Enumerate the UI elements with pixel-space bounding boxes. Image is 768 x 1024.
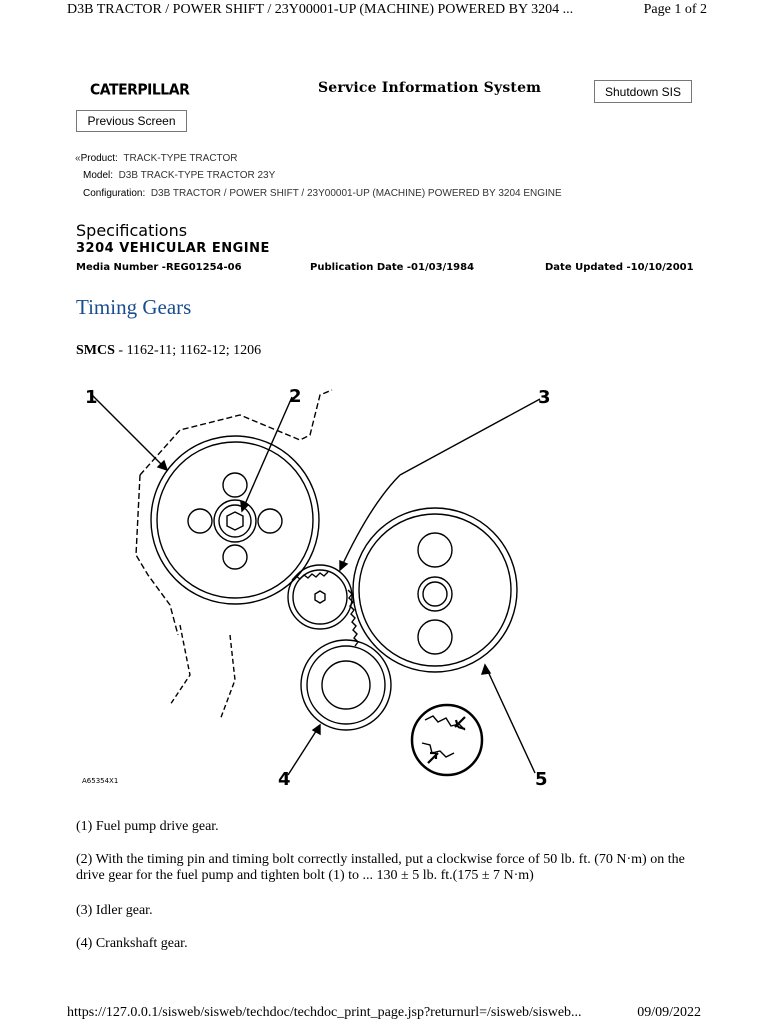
config-value: D3B TRACTOR / POWER SHIFT / 23Y00001-UP (MACHINE) POWERED BY 3204 ENGINE: [150, 188, 562, 199]
meta-model: [83, 170, 275, 181]
print-header-title: D3B TRACTOR / POWER SHIFT / 23Y00001-UP (MACHINE) POWERED BY 3204 ...: [67, 2, 574, 17]
media-number: Media Number -REG01254-06: [76, 262, 242, 273]
smcs-value: - 1162-11; 1162-12; 1206: [114, 343, 262, 358]
page-title: Timing Gears: [76, 295, 192, 319]
callout-1: 1: [85, 387, 98, 408]
spec-engine: 3204 VEHICULAR ENGINE: [76, 241, 270, 256]
smcs-label: SMCS: [76, 343, 115, 358]
previous-screen-button[interactable]: Previous Screen: [76, 110, 187, 132]
print-footer-date: 09/09/2022: [637, 1005, 701, 1020]
system-title: Service Information System: [318, 80, 542, 96]
callout-5: 5: [535, 769, 548, 790]
timing-gears-diagram: [70, 375, 570, 795]
meta-product: [75, 153, 237, 164]
model-value: D3B TRACK-TYPE TRACTOR 23Y: [118, 170, 276, 181]
caption-2: (2) With the timing pin and timing bolt correctly installed, put a clockwise force of 50 lb. ft. (70 N·m) on the drive gear for the fuel pump and tighten bolt (1) to ... 130 ± 5 lb. ft.(175 ± 7 N·m): [76, 852, 685, 883]
meta-config: [83, 188, 562, 199]
callout-4: 4: [278, 769, 291, 790]
smcs-line: [76, 343, 261, 359]
product-value: TRACK-TYPE TRACTOR: [123, 153, 238, 164]
product-label: Product:: [80, 153, 118, 164]
callout-2: 2: [289, 386, 302, 407]
model-label: Model:: [83, 170, 114, 181]
config-label: Configuration:: [83, 188, 146, 199]
caption-3: (3) Idler gear.: [76, 903, 153, 918]
caption-1: (1) Fuel pump drive gear.: [76, 819, 219, 834]
figure-id: A65354X1: [82, 777, 119, 785]
print-header: [67, 2, 707, 20]
caterpillar-logo: CATERPILLAR: [90, 81, 190, 99]
callout-3: 3: [538, 387, 551, 408]
spec-heading: Specifications: [76, 221, 188, 240]
date-updated: Date Updated -10/10/2001: [545, 262, 694, 273]
expand-icon[interactable]: «: [75, 153, 81, 164]
print-header-page: Page 1 of 2: [643, 2, 707, 17]
print-footer-url: https://127.0.0.1/sisweb/sisweb/techdoc/techdoc_print_page.jsp?returnurl=/sisweb/sisweb...: [67, 1005, 582, 1020]
shutdown-sis-button[interactable]: Shutdown SIS: [594, 80, 692, 103]
caption-4: (4) Crankshaft gear.: [76, 936, 188, 951]
publication-date: Publication Date -01/03/1984: [310, 262, 475, 273]
